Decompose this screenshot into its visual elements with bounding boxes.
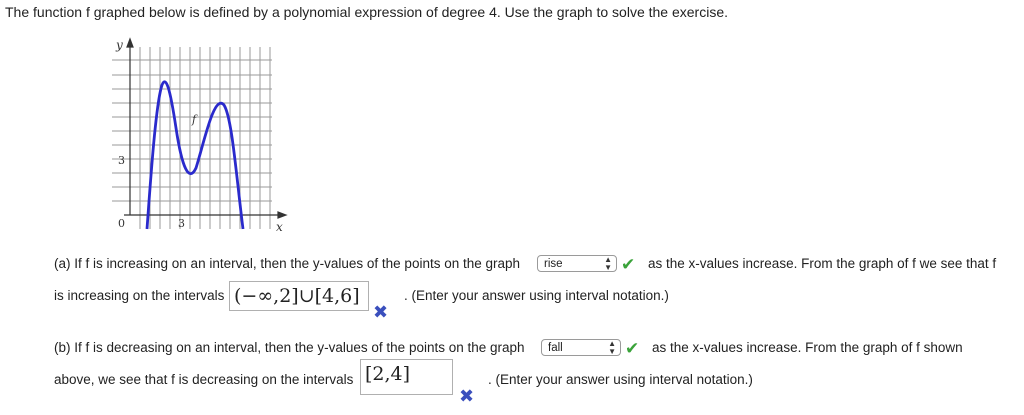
part-b-select[interactable] xyxy=(541,339,621,356)
part-b-answer-input[interactable]: [2,4] xyxy=(360,359,453,395)
part-a-select[interactable] xyxy=(537,255,617,272)
function-graph xyxy=(104,33,294,233)
graph-grid xyxy=(112,47,272,229)
x-tick-label: 3 xyxy=(178,217,185,230)
part-a-line2-after: . (Enter your answer using interval notation.) xyxy=(404,288,669,303)
checkmark-icon: ✔ xyxy=(625,339,640,358)
part-a-select-value: rise xyxy=(544,258,563,270)
x-mark-icon: ✖ xyxy=(373,302,389,322)
part-b-line2-after: . (Enter your answer using interval notation.) xyxy=(488,372,753,387)
y-tick-label: 3 xyxy=(118,154,125,167)
function-curve xyxy=(147,82,243,229)
up-down-arrows-icon: ▲ ▼ xyxy=(608,339,616,356)
y-axis-label: y xyxy=(116,38,123,52)
checkmark-icon: ✔ xyxy=(621,255,636,274)
function-label: f xyxy=(192,113,197,126)
part-b-line1-after: as the x-values increase. From the graph of f shown xyxy=(652,340,963,355)
part-a-answer-input[interactable]: (−∞,2]∪[4,6] xyxy=(229,281,369,311)
x-mark-icon: ✖ xyxy=(459,386,475,406)
x-axis-label: x xyxy=(276,220,283,233)
part-b-line1-before: (b) If f is decreasing on an interval, then the y-values of the points on the graph xyxy=(54,340,525,355)
part-b-select-value: fall xyxy=(548,342,563,354)
graph-axes xyxy=(124,39,286,218)
up-down-arrows-icon: ▲ ▼ xyxy=(604,255,612,272)
instructions: The function f graphed below is defined by a polynomial expression of degree 4. Use the graph to solve the exercise. xyxy=(5,4,728,20)
origin-label: 0 xyxy=(118,217,125,230)
part-b-line2-before: above, we see that f is decreasing on the intervals xyxy=(54,372,354,387)
part-a-line2-before: is increasing on the intervals xyxy=(54,288,225,303)
part-a-line1-after: as the x-values increase. From the graph of f we see that f xyxy=(648,256,997,271)
part-a-line1-before: (a) If f is increasing on an interval, then the y-values of the points on the graph xyxy=(54,256,521,271)
